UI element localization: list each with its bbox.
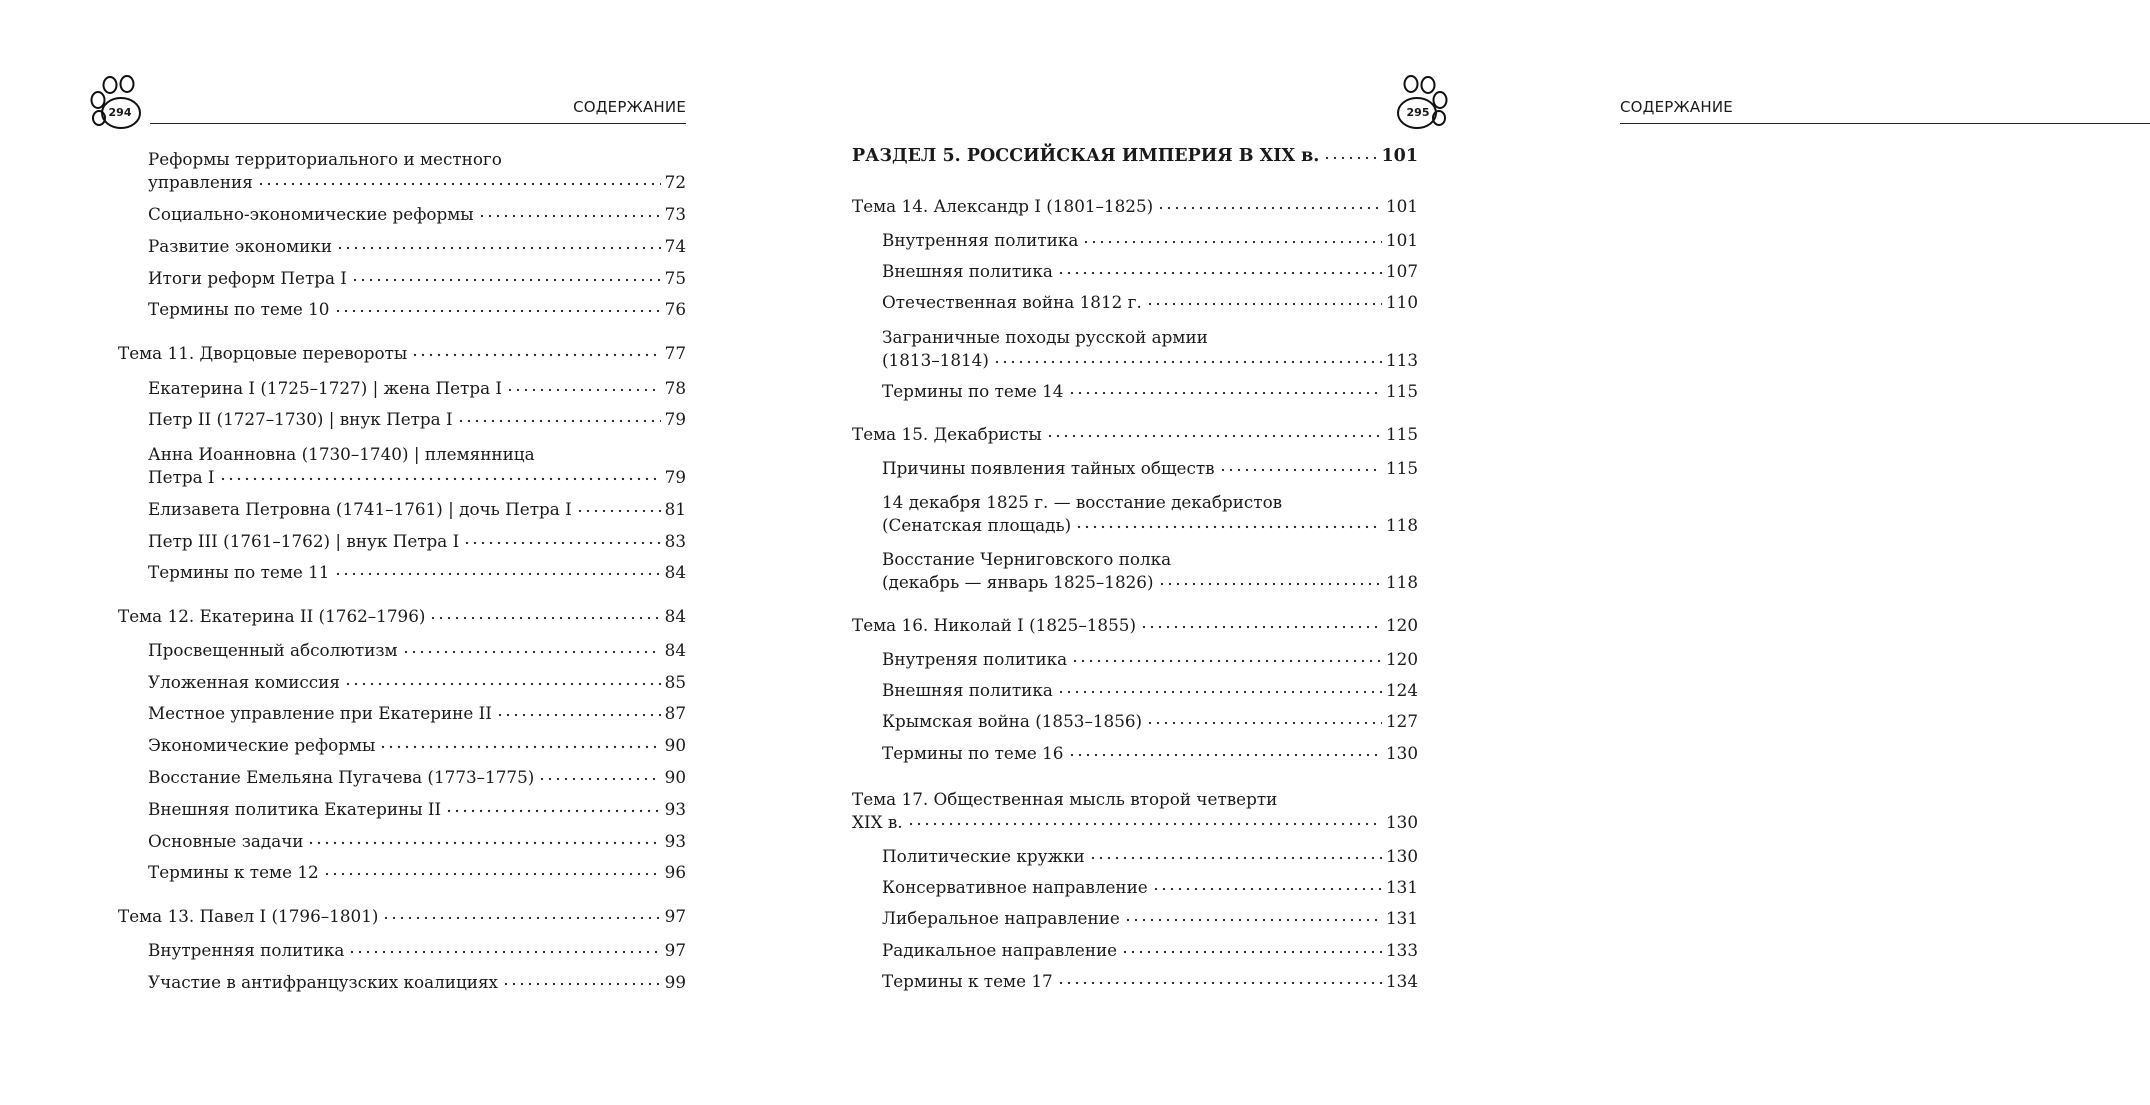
dot-leader [478,213,661,219]
dot-leader [538,776,660,782]
entry-row [118,531,686,551]
page-number-ref: 120 [1385,649,1418,669]
entry-title: Петр III (1761–1762) | внук Петра I [148,531,460,551]
entry-title: Тема 14. Александр I (1801–1825) [852,196,1154,216]
entry-row [852,261,1418,281]
entry-row [852,230,1418,250]
dot-leader [907,821,1382,827]
dot-leader [1068,390,1382,396]
page-number: 295 [1406,106,1430,119]
subtopic-entry [118,378,686,398]
page-number-ref: 93 [664,799,686,819]
subtopic-entry [852,680,1418,700]
entry-row [118,862,686,882]
entry-row [852,196,1418,216]
entry-row [118,606,686,626]
entry-title: Тема 16. Николай I (1825–1855) [852,615,1136,635]
dot-leader [463,540,660,546]
dot-leader [1046,433,1382,439]
page-number-ref: 101 [1381,146,1418,166]
dot-leader [334,308,661,314]
entry-title: Участие в антифранцузских коалициях [148,972,499,992]
subtopic-entry [118,767,686,787]
subtopic-entry [852,381,1418,401]
left-page [0,0,768,1105]
entry-title: Экономические реформы [148,735,376,755]
dot-leader [1071,658,1382,664]
dot-leader [1323,155,1377,161]
entry-row [852,743,1418,763]
subtopic-entry [852,846,1418,866]
page-number-ref: 118 [1385,515,1418,535]
subtopic-entry [852,743,1418,763]
page-number-ref: 93 [664,831,686,851]
entry-title: Внутренняя политика [882,230,1079,250]
entry-row [118,499,686,519]
page-number-ref: 130 [1385,743,1418,763]
page-number-ref: 96 [664,862,686,882]
dot-leader [382,915,660,921]
page-number-ref: 85 [664,672,686,692]
entry-title-line: Восстание Черниговского полка [882,549,1172,569]
page-number-ref: 110 [1385,292,1418,312]
entry-title: РАЗДЕЛ 5. РОССИЙСКАЯ ИМПЕРИЯ В XIX в. [852,146,1320,166]
page-number-ref: 107 [1385,261,1418,281]
topic-entry [852,615,1418,635]
entry-row [852,292,1418,312]
entry-row [118,562,686,582]
dot-leader [1121,949,1382,955]
entry-row [118,972,686,992]
entry-row [852,971,1418,991]
section-heading [852,146,1418,166]
entry-title-line: 14 декабря 1825 г. — восстание декабристов [882,492,1283,512]
dot-leader [496,712,661,718]
page-number-ref: 73 [664,204,686,224]
page-number-ref: 72 [664,172,686,192]
page-number-ref: 131 [1385,877,1418,897]
paw-print-icon [88,76,154,138]
entry-row [118,703,686,723]
page-number-ref: 97 [664,940,686,960]
subtopic-entry [852,971,1418,991]
dot-leader [506,387,661,393]
entry-title: Местное управление при Екатерине II [148,703,492,723]
page-number-ref: 99 [664,972,686,992]
dot-leader [1057,270,1382,276]
entry-title-line: Реформы территориального и местного [148,149,502,169]
subtopic-entry [118,441,686,487]
entry-row [852,812,1418,832]
subtopic-entry [118,236,686,256]
dot-leader [219,476,661,482]
entry-title-line: (Сенатская площадь) [882,515,1072,535]
entry-title: Тема 12. Екатерина II (1762–1796) [118,606,426,626]
running-head: СОДЕРЖАНИЕ [1620,98,1733,116]
entry-title: Елизавета Петровна (1741–1761) | дочь Петра I [148,499,572,519]
entry-title: Внешняя политика Екатерины II [148,799,442,819]
subtopic-entry [852,324,1418,370]
dot-leader [1140,624,1382,630]
entry-title: Термины к теме 17 [882,971,1053,991]
subtopic-entry [852,458,1418,478]
dot-leader [411,352,660,358]
dot-leader [307,840,660,846]
entry-row [118,343,686,363]
dot-leader [445,808,660,814]
subtopic-entry [118,268,686,288]
dot-leader [402,649,661,655]
page-number: 294 [108,106,132,119]
page-number-ref: 90 [664,767,686,787]
entry-title: Тема 11. Дворцовые перевороты [118,343,408,363]
entry-title-line: управления [148,172,253,192]
entry-title: Термины по теме 14 [882,381,1064,401]
entry-row [852,615,1418,635]
entry-row [118,299,686,319]
entry-title: Основные задачи [148,831,304,851]
topic-entry [852,424,1418,444]
running-head: СОДЕРЖАНИЕ [573,98,686,116]
entry-title-line: Анна Иоанновна (1730–1740) | племянница [148,444,535,464]
dot-leader [1082,239,1382,245]
page-number-ref: 75 [664,268,686,288]
right-page [768,0,1733,1105]
entry-title: Екатерина I (1725–1727) | жена Петра I [148,378,503,398]
subtopic-entry [118,672,686,692]
topic-entry [852,786,1418,832]
subtopic-entry [118,146,686,192]
dot-leader [1124,917,1382,923]
page-number-ref: 120 [1385,615,1418,635]
entry-title: Внутренняя политика [148,940,345,960]
dot-leader [1068,752,1382,758]
subtopic-entry [118,735,686,755]
entry-row [852,515,1418,535]
page-number-ref: 115 [1385,458,1418,478]
entry-title: Уложенная комиссия [148,672,340,692]
subtopic-entry [118,831,686,851]
entry-row [852,711,1418,731]
page-number-ref: 131 [1385,908,1418,928]
topic-entry [118,906,686,926]
page-number-ref: 113 [1385,350,1418,370]
entry-row [118,236,686,256]
entry-title-line: (декабрь — январь 1825–1826) [882,572,1154,592]
subtopic-entry [118,562,686,582]
page-number-ref: 124 [1385,680,1418,700]
dot-leader [1057,689,1382,695]
entry-row [852,572,1418,592]
page-number-ref: 133 [1385,940,1418,960]
dot-leader [348,949,660,955]
dot-leader [1057,980,1382,986]
entry-row [118,940,686,960]
subtopic-entry [118,531,686,551]
subtopic-entry [118,499,686,519]
subtopic-entry [852,908,1418,928]
page-number-ref: 79 [664,409,686,429]
topic-entry [118,606,686,626]
entry-row [852,908,1418,928]
entry-row [118,640,686,660]
subtopic-entry [118,409,686,429]
page-number-ref: 101 [1385,230,1418,250]
page-number-ref: 134 [1385,971,1418,991]
entry-row [118,799,686,819]
subtopic-entry [118,862,686,882]
entry-title-line: Петра I [148,467,215,487]
topic-entry [118,343,686,363]
dot-leader [379,744,660,750]
page-number-ref: 83 [664,531,686,551]
dot-leader [429,615,660,621]
entry-title: Восстание Емельяна Пугачева (1773–1775) [148,767,535,787]
subtopic-entry [852,489,1418,535]
page-number-ref: 84 [664,606,686,626]
page-number-ref: 97 [664,906,686,926]
dot-leader [1075,524,1382,530]
entry-title: Отечественная война 1812 г. [882,292,1142,312]
entry-title-line: XIX в. [852,812,903,832]
entry-row [118,378,686,398]
subtopic-entry [118,972,686,992]
entry-title-line: (1813–1814) [882,350,989,370]
entry-title: Тема 15. Декабристы [852,424,1042,444]
dot-leader [993,359,1382,365]
entry-title: Причины появления тайных обществ [882,458,1215,478]
page-number-ref: 84 [664,640,686,660]
entry-title: Развитие экономики [148,236,333,256]
entry-title: Консервативное направление [882,877,1148,897]
entry-row [852,680,1418,700]
entry-title: Политические кружки [882,846,1085,866]
entry-title: Петр II (1727–1730) | внук Петра I [148,409,453,429]
subtopic-entry [852,649,1418,669]
dot-leader [336,245,661,251]
dot-leader [1146,301,1382,307]
header-rule [1620,123,2150,124]
entry-row [852,350,1418,370]
entry-row [852,146,1418,166]
page-number-ref: 78 [664,378,686,398]
dot-leader [323,871,661,877]
subtopic-entry [852,546,1418,592]
subtopic-entry [852,940,1418,960]
subtopic-entry [118,940,686,960]
subtopic-entry [118,640,686,660]
page-number-ref: 127 [1385,711,1418,731]
entry-row [118,467,686,487]
entry-row [852,424,1418,444]
page-number-ref: 84 [664,562,686,582]
subtopic-entry [118,299,686,319]
dot-leader [457,418,661,424]
entry-title-line: Тема 17. Общественная мысль второй четверти [852,789,1278,809]
subtopic-entry [852,711,1418,731]
dot-leader [334,571,661,577]
dot-leader [1089,855,1382,861]
subtopic-entry [118,204,686,224]
entry-title: Либеральное направление [882,908,1120,928]
entry-row [852,649,1418,669]
page-number-ref: 81 [664,499,686,519]
entry-row [118,409,686,429]
page-number-ref: 130 [1385,846,1418,866]
dot-leader [257,181,661,187]
dot-leader [1219,467,1382,473]
entry-row [118,906,686,926]
entry-row [852,846,1418,866]
page-number-ref: 90 [664,735,686,755]
entry-row [118,672,686,692]
subtopic-entry [852,877,1418,897]
entry-row [118,172,686,192]
subtopic-entry [852,292,1418,312]
page-number-ref: 130 [1385,812,1418,832]
entry-title-line: Заграничные походы русской армии [882,327,1208,347]
entry-row [118,268,686,288]
entry-title: Термины по теме 11 [148,562,330,582]
entry-title: Тема 13. Павел I (1796–1801) [118,906,379,926]
page-number-ref: 79 [664,467,686,487]
entry-title: Внешняя политика [882,680,1053,700]
entry-title: Термины к теме 12 [148,862,319,882]
entry-row [852,940,1418,960]
page-number-ref: 118 [1385,572,1418,592]
dot-leader [351,277,661,283]
entry-row [118,831,686,851]
subtopic-entry [118,703,686,723]
entry-row [118,204,686,224]
dot-leader [576,508,661,514]
subtopic-entry [852,230,1418,250]
page-number-ref: 87 [664,703,686,723]
header-rule [150,123,686,124]
entry-title: Внутреняя политика [882,649,1068,669]
dot-leader [1152,886,1382,892]
entry-row [852,877,1418,897]
page-number-ref: 74 [664,236,686,256]
subtopic-entry [852,261,1418,281]
page-number-ref: 76 [664,299,686,319]
page-number-ref: 77 [664,343,686,363]
paw-print-icon [1384,76,1450,138]
entry-title: Термины по теме 10 [148,299,330,319]
dot-leader [1157,205,1382,211]
entry-title: Термины по теме 16 [882,743,1064,763]
page-number-ref: 115 [1385,381,1418,401]
entry-row [852,458,1418,478]
dot-leader [344,681,661,687]
topic-entry [852,196,1418,216]
dot-leader [502,981,661,987]
entry-row [118,735,686,755]
entry-title: Итоги реформ Петра I [148,268,347,288]
entry-row [852,381,1418,401]
entry-title: Социально-экономические реформы [148,204,474,224]
entry-title: Радикальное направление [882,940,1118,960]
entry-title: Внешняя политика [882,261,1053,281]
subtopic-entry [118,799,686,819]
dot-leader [1158,581,1382,587]
entry-title: Крымская война (1853–1856) [882,711,1143,731]
entry-title: Просвещенный абсолютизм [148,640,398,660]
page-number-ref: 101 [1385,196,1418,216]
page-number-ref: 115 [1385,424,1418,444]
entry-row [118,767,686,787]
dot-leader [1146,720,1382,726]
